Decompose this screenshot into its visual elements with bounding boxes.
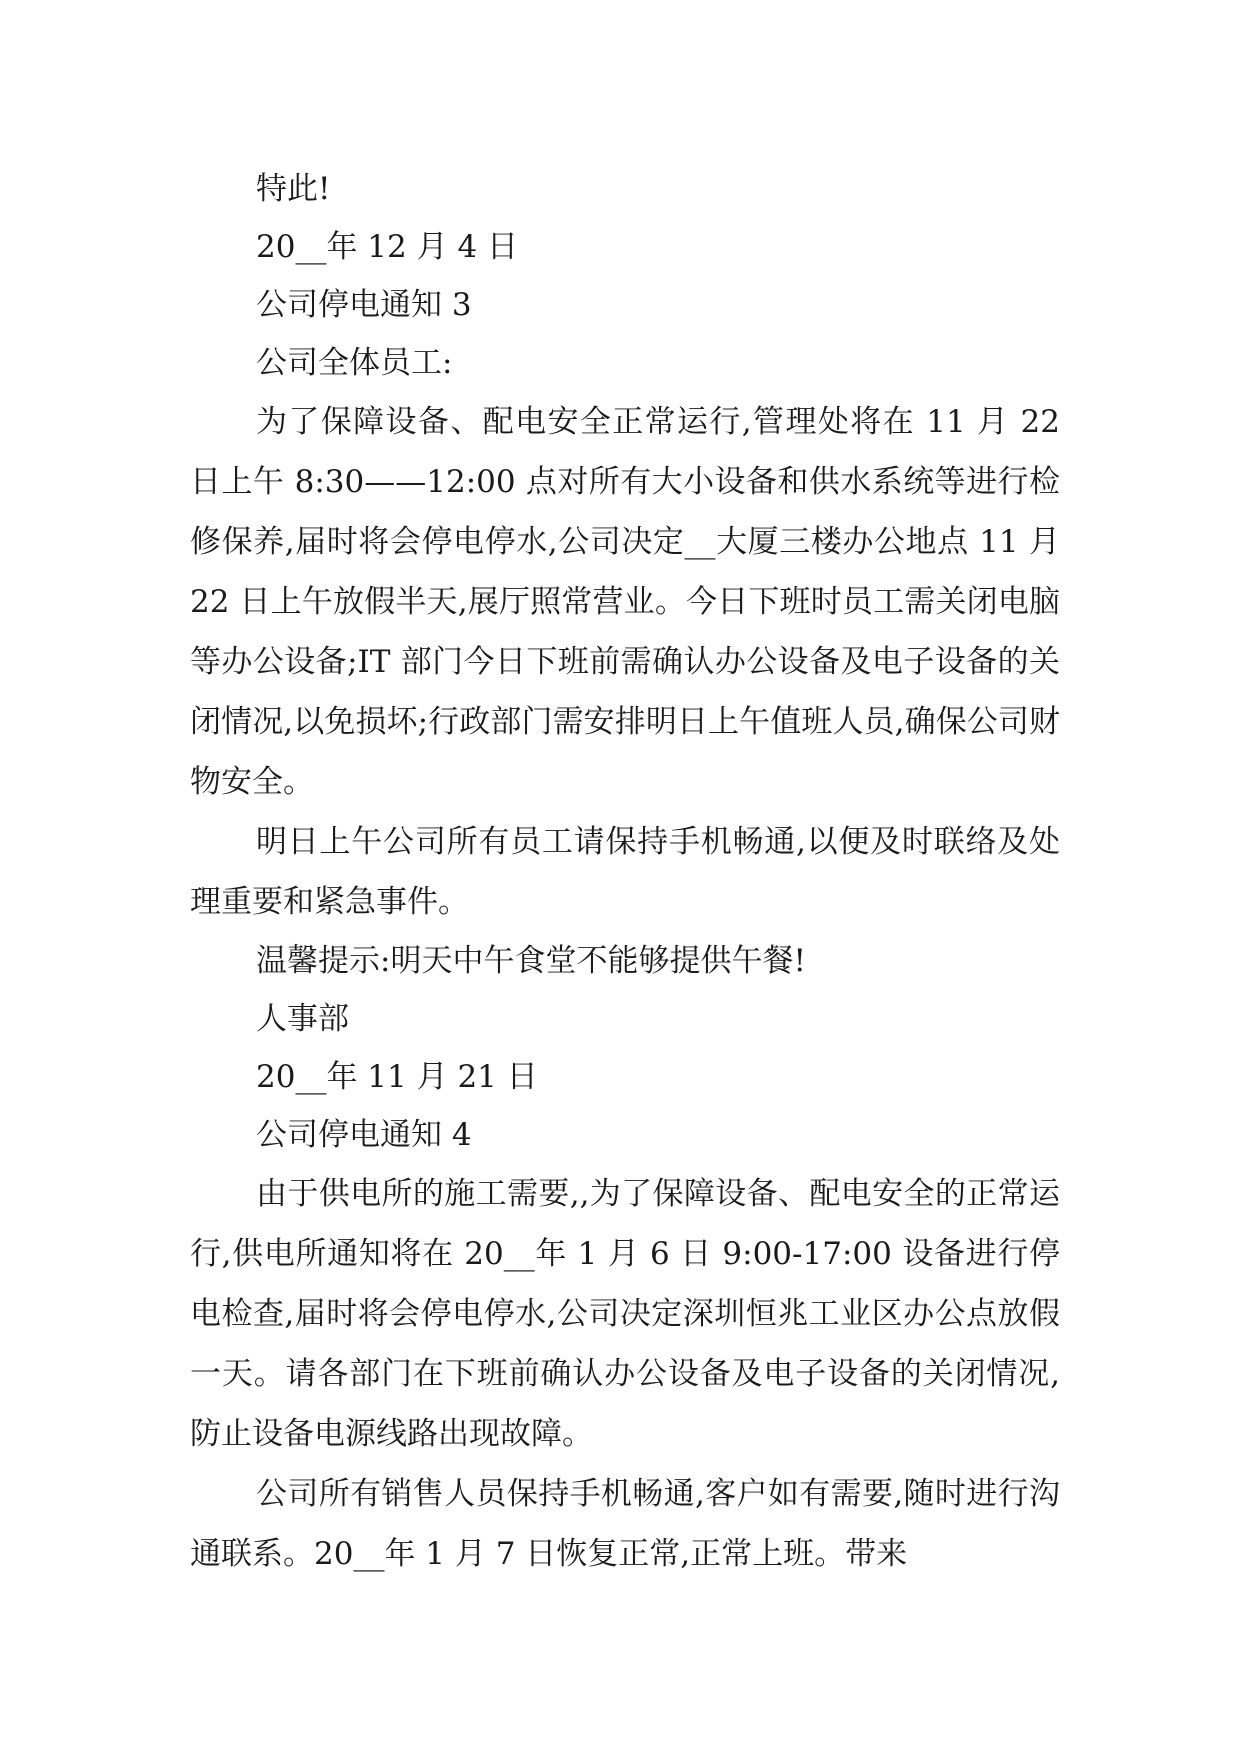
notice-3-signer: 人事部 — [256, 1001, 349, 1037]
date-line: 20__年 12 月 4 日 — [256, 229, 519, 265]
notice-4-paragraph-1: 由于供电所的施工需要,,为了保障设备、配电安全的正常运行,供电所通知将在 20__年 1 月 6 日 9:00-17:00 设备进行停电检查,届时将会停电停水,公司决定深圳恒兆工业区办公点放假一天。请各部门在下班前确认办公设备及电子设备的关闭情况,防止设备电源线路出现故障。 — [190, 1176, 1060, 1452]
notice-3-paragraph-2: 明日上午公司所有员工请保持手机畅通,以便及时联络及处理重要和紧急事件。 — [190, 824, 1060, 920]
notice-4-title: 公司停电通知 4 — [256, 1117, 472, 1153]
closing-text: 特此! — [256, 171, 331, 207]
notice-3-title: 公司停电通知 3 — [256, 287, 472, 323]
document-page — [190, 160, 1060, 1584]
notice-3-tip: 温馨提示:明天中午食堂不能够提供午餐! — [256, 943, 806, 979]
notice-3-date: 20__年 11 月 21 日 — [256, 1059, 538, 1095]
notice-3-paragraph-1: 为了保障设备、配电安全正常运行,管理处将在 11 月 22 日上午 8:30——12:00 点对所有大小设备和供水系统等进行检修保养,届时将会停电停水,公司决定__大厦三楼办公地点 11 月 22 日上午放假半天,展厅照常营业。今日下班时员工需关闭电脑等办公设备;IT 部门今日下班前需确认办公设备及电子设备的关闭情况,以免损坏;行政部门需安排明日上午值班人员,确保公司财物安全。 — [190, 404, 1060, 800]
notice-4-paragraph-2: 公司所有销售人员保持手机畅通,客户如有需要,随时进行沟通联系。20__年 1 月 7 日恢复正常,正常上班。带来 — [190, 1476, 1060, 1572]
notice-3-salutation: 公司全体员工: — [256, 345, 453, 381]
